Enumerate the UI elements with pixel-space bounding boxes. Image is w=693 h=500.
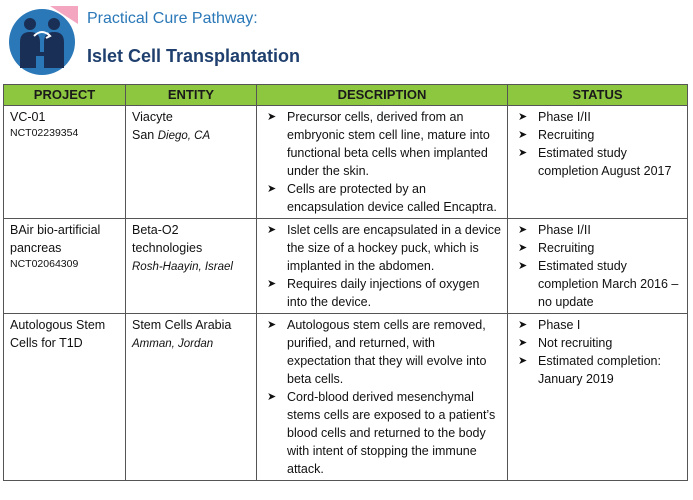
list-item [514,239,681,257]
status-text: Recruiting [538,241,595,255]
description-text: Cord-blood derived mesenchymal stems cells are exposed to a patient’s blood cells and returned to the body with intent of stopping the immune attack. [287,390,496,476]
status-cell [508,106,688,219]
project-cell [4,219,126,314]
description-cell [257,314,508,481]
arrowhead-bullet-icon: ➤ [267,319,277,331]
arrowhead-bullet-icon: ➤ [518,260,528,272]
arrowhead-bullet-icon: ➤ [267,224,277,236]
status-cell [508,314,688,481]
status-text: Not recruiting [538,336,613,350]
arrowhead-bullet-icon: ➤ [518,242,528,254]
table-row [4,314,688,481]
arrowhead-bullet-icon: ➤ [267,278,277,290]
list-item [263,108,501,180]
entity-location [132,334,250,353]
project-name: Autologous Stem Cells for T1D [10,318,106,350]
arrowhead-bullet-icon: ➤ [267,391,277,403]
location-italic: Amman, Jordan [132,338,214,350]
header-project: PROJECT [4,85,126,106]
status-text: Estimated study completion August 2017 [538,146,672,178]
status-cell [508,219,688,314]
description-text: Islet cells are encapsulated in a device the size of a hockey puck, which is implanted in the abdomen. [287,223,502,273]
status-text: Phase I [538,318,581,332]
table-header-row [4,85,688,106]
project-cell [4,106,126,219]
list-item [514,221,681,239]
location-italic: Rosh-Haayin, Israel [132,261,233,273]
location-prefix: San [132,128,158,142]
arrowhead-bullet-icon: ➤ [518,337,528,349]
list-item [263,388,501,478]
list-item [263,180,501,216]
status-text: Estimated completion: January 2019 [538,354,661,386]
entity-cell [126,106,257,219]
entity-name: Beta-O2 technologies [132,223,203,255]
arrowhead-bullet-icon: ➤ [518,129,528,141]
two-people-holding-hands-icon [6,4,78,76]
description-text: Autologous stem cells are removed, purified, and returned, with expectation that they will evolve into beta cells. [287,318,487,386]
status-text: Phase I/II [538,110,591,124]
list-item [514,108,681,126]
description-cell [257,219,508,314]
arrowhead-bullet-icon: ➤ [267,183,277,195]
nct-number: NCT02064309 [10,258,79,270]
list-item [514,257,681,311]
list-item [514,144,681,180]
list-item [263,316,501,388]
entity-location [132,126,250,145]
entity-name: Viacyte [132,110,173,124]
nct-number: NCT02239354 [10,127,79,139]
list-item [514,316,681,334]
trials-table [3,84,688,481]
status-text: Phase I/II [538,223,591,237]
page-subtitle: Practical Cure Pathway: [87,10,258,27]
arrowhead-bullet-icon: ➤ [518,224,528,236]
project-cell [4,314,126,481]
location-italic: Diego, CA [157,130,211,142]
header [0,0,693,84]
description-text: Precursor cells, derived from an embryonic stem cell line, mature into functional beta cells when implanted under the skin. [287,110,490,178]
list-item [263,221,501,275]
page-title: Islet Cell Transplantation [87,46,301,66]
list-item [263,275,501,311]
header-description: DESCRIPTION [257,85,508,106]
arrowhead-bullet-icon: ➤ [518,147,528,159]
list-item [514,126,681,144]
entity-location [132,257,250,276]
status-text: Estimated study completion March 2016 – no update [538,259,679,309]
list-item [514,352,681,388]
entity-cell [126,219,257,314]
arrowhead-bullet-icon: ➤ [518,355,528,367]
arrowhead-bullet-icon: ➤ [518,111,528,123]
arrowhead-bullet-icon: ➤ [267,111,277,123]
table-row [4,219,688,314]
entity-cell [126,314,257,481]
list-item [514,334,681,352]
arrowhead-bullet-icon: ➤ [518,319,528,331]
status-text: Recruiting [538,128,595,142]
description-cell [257,106,508,219]
table-row [4,106,688,219]
description-text: Cells are protected by an encapsulation device called Encaptra. [287,182,497,214]
header-entity: ENTITY [126,85,257,106]
project-name: BAir bio-artificial pancreas [10,223,101,255]
description-text: Requires daily injections of oxygen into the device. [287,277,480,309]
project-name: VC-01 [10,110,46,124]
entity-name: Stem Cells Arabia [132,318,232,332]
header-status: STATUS [508,85,688,106]
